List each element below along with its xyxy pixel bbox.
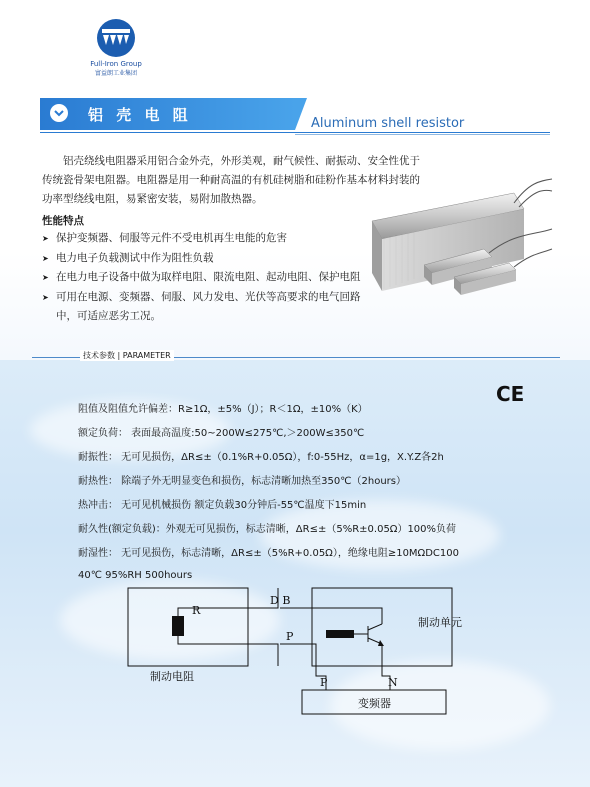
chevron-down-icon [50, 104, 68, 122]
features-heading: 性能特点 [42, 215, 84, 227]
company-logo [86, 18, 146, 77]
logo-emblem-icon [96, 18, 136, 58]
label-db: D B [270, 594, 291, 607]
brand-name-cn: 富益朗工业集团 [94, 70, 137, 77]
intro-paragraph: 铝壳绕线电阻器采用铝合金外壳，外形美观，耐气候性、耐振动、安全性优于传统瓷骨架电阻器。电阻器是用一种耐高温的有机硅树脂和硅粉作基本材料封装的功率型绕线电阻，易紧密安装，易附加散热器。 [42, 155, 420, 205]
label-p-top: P [286, 630, 294, 643]
feature-item: ➤ 在电力电子设备中做为取样电阻、限流电阻、起动电阻、保护电阻 [42, 268, 362, 288]
wiring-diagram [120, 580, 480, 750]
spec-list [78, 398, 518, 586]
spec-line: 40℃ 95%RH 500hours [78, 570, 193, 581]
title-banner [40, 98, 295, 130]
label-inverter: 变频器 [358, 697, 391, 710]
title-divider-secondary [295, 134, 550, 135]
spec-line: 阻值及阻值允许偏差：R≥1Ω，±5%（J）；R＜1Ω，±10%（K） [78, 404, 368, 415]
spec-line: 耐湿性： 无可见损伤，标志清晰，ΔR≤±（5%R+0.05Ω），绝缘电阻≥10MΩDC100 [78, 548, 459, 559]
ce-mark-icon: CE [496, 382, 525, 406]
features-list [42, 229, 362, 327]
feature-item: ➤ 可用在电源、变频器、伺服、风力发电、光伏等高要求的电气回路中，可适应恶劣工况。 [42, 288, 362, 327]
label-p-bottom: P [320, 676, 328, 689]
spec-line: 耐久性(额定负载)：外观无可见损伤，标志清晰，ΔR≤±（5%R±0.05Ω）100%负荷 [78, 524, 457, 535]
product-photo [364, 173, 554, 303]
spec-line: 耐热性： 除端子外无明显变色和损伤，标志清晰加热至350℃（2hours） [78, 476, 406, 487]
title-divider [40, 132, 550, 133]
brand-name-en: Full-Iron Group [90, 60, 142, 68]
feature-item: ➤ 保护变频器、伺服等元件不受电机再生电能的危害 [42, 229, 362, 249]
label-n: N [388, 676, 398, 689]
feature-item: ➤ 电力电子负载测试中作为阻性负载 [42, 249, 362, 269]
spec-line: 额定负荷： 表面最高温度:50~200W≤275℃,＞200W≤350℃ [78, 428, 365, 439]
label-braking-resistor: 制动电阻 [150, 670, 194, 683]
spec-line: 耐振性： 无可见损伤，ΔR≤±（0.1%R+0.05Ω），f:0-55Hz，α=1g，X.Y.Z各2h [78, 452, 444, 463]
label-r: R [192, 604, 201, 617]
page-title-cn: 铝 壳 电 阻 [88, 106, 192, 124]
page-title-en: Aluminum shell resistor [311, 116, 465, 131]
parameter-label: 技术参数 | PARAMETER [80, 350, 174, 361]
spec-line: 热冲击： 无可见机械损伤 额定负载30分钟后-55℃温度下15min [78, 500, 367, 511]
label-braking-unit: 制动单元 [418, 616, 462, 629]
